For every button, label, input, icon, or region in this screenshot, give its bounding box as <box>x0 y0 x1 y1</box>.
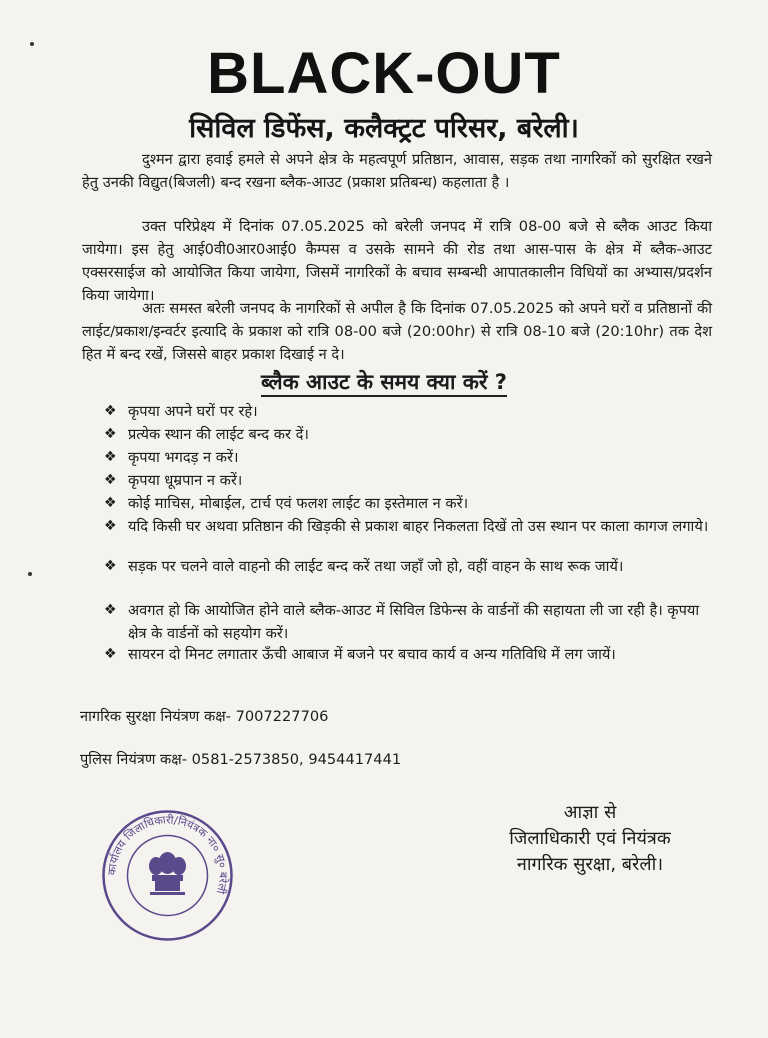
section-heading-text: ब्लैक आउट के समय क्या करें ? <box>261 370 507 397</box>
list-item <box>104 446 714 469</box>
police-contact: पुलिस नियंत्रण कक्ष- 0581-2573850, 9454417441 <box>80 751 402 768</box>
bullet-icon: ❖ <box>104 558 117 574</box>
signature-line-1: आज्ञा से <box>563 802 617 823</box>
emblem-icon <box>149 852 186 895</box>
signature-block <box>460 800 720 878</box>
list-item-text: प्रत्येक स्थान की लाईट बन्द कर दें। <box>128 426 309 443</box>
schedule-paragraph <box>82 215 712 307</box>
list-item <box>104 423 714 446</box>
list-item-text: सायरन दो मिनट लगातार ऊँची आबाज में बजने पर बचाव कार्य व अन्य गतिविधि में लग जायें। <box>128 646 616 663</box>
list-item-text: कृपया धूम्रपान न करें। <box>128 472 243 489</box>
list-item-text: अवगत हो कि आयोजित होने वाले ब्लैक-आउट में सिविल डिफेन्स के वार्डनों की सहायता ली जा रही है। कृपया क्षेत्र के वार्डनों को सहयोग करें। <box>128 602 700 642</box>
speck <box>28 572 32 576</box>
civil-defense-contact: नागरिक सुरक्षा नियंत्रण कक्ष- 7007227706 <box>80 708 329 725</box>
schedule-paragraph-text: उक्त परिप्रेक्ष्य में दिनांक 07.05.2025 को बरेली जनपद में रात्रि 08-00 बजे से ब्लैक आउट किया जायेगा। इस हेतु आई0वी0आर0आई0 कैम्पस व उसके सामने की रोड तथा आस-पास के क्षेत्र में ब्लैक-आउट एक्सरसाईज को आयोजित किया जायेगा, जिसमें नागरिकों के बचाव सम्बन्धी आपातकालीन विधियों का अभ्यास/प्रदर्शन किया जायेगा। <box>82 218 712 304</box>
intro-paragraph <box>82 148 712 194</box>
list-item <box>104 492 714 515</box>
bullet-icon: ❖ <box>104 518 117 534</box>
list-item <box>104 469 714 492</box>
seal-text: कार्यालय जिलाधिकारी/नियंत्रक ना० सु० बरेली <box>105 813 230 896</box>
signature-line-2: जिलाधिकारी एवं नियंत्रक <box>509 828 671 849</box>
bullet-icon: ❖ <box>104 449 117 465</box>
intro-paragraph-text: दुश्मन द्वारा हवाई हमले से अपने क्षेत्र के महत्वपूर्ण प्रतिष्ठान, आवास, सड़क तथा नागरिकों को सुरक्षित रखने हेतु उनकी विद्युत(बिजली) बन्द रखना ब्लैक-आउट (प्रकाश प्रतिबन्ध) कहलाता है । <box>82 151 712 191</box>
list-item-text: सड़क पर चलने वाले वाहनो की लाईट बन्द करें तथा जहाँ जो हो, वहीं वाहन के साथ रूक जायें। <box>128 558 624 575</box>
bullet-icon: ❖ <box>104 472 117 488</box>
list-item <box>104 599 714 645</box>
list-item <box>104 643 714 666</box>
page-subtitle: सिविल डिफेंस, कलैक्ट्रट परिसर, बरेली। <box>189 113 579 144</box>
signature-line-3: नागरिक सुरक्षा, बरेली। <box>516 854 664 875</box>
section-heading <box>0 368 768 396</box>
list-item <box>104 555 714 578</box>
bullet-icon: ❖ <box>104 403 117 419</box>
bullet-icon: ❖ <box>104 602 117 618</box>
list-item <box>104 400 714 423</box>
list-item-text: यदि किसी घर अथवा प्रतिष्ठान की खिड़की से प्रकाश बाहर निकलता दिखें तो उस स्थान पर काला कागज लगाये। <box>128 518 709 535</box>
appeal-paragraph-text: अतः समस्त बरेली जनपद के नागरिकों से अपील है कि दिनांक 07.05.2025 को अपने घरों व प्रतिष्ठानों की लाईट/प्रकाश/इन्वर्टर इत्यादि के प्रकाश को रात्रि 08-00 बजे (20:00hr) से रात्रि 08-10 बजे (20:10hr) तक देश हित में बन्द रखें, जिससे बाहर प्रकाश दिखाई न दे। <box>82 300 712 363</box>
bullet-icon: ❖ <box>104 426 117 442</box>
bullet-icon: ❖ <box>104 646 117 662</box>
list-item-text: कृपया भगदड़ न करें। <box>128 449 239 466</box>
bullet-icon: ❖ <box>104 495 117 511</box>
official-seal-icon <box>100 808 235 943</box>
page-title: BLACK-OUT <box>207 41 561 106</box>
list-item <box>104 515 714 538</box>
list-item-text: कृपया अपने घरों पर रहे। <box>128 403 258 420</box>
list-item-text: कोई माचिस, मोबाईल, टार्च एवं फलश लाईट का इस्तेमाल न करें। <box>128 495 469 512</box>
appeal-paragraph <box>82 297 712 366</box>
